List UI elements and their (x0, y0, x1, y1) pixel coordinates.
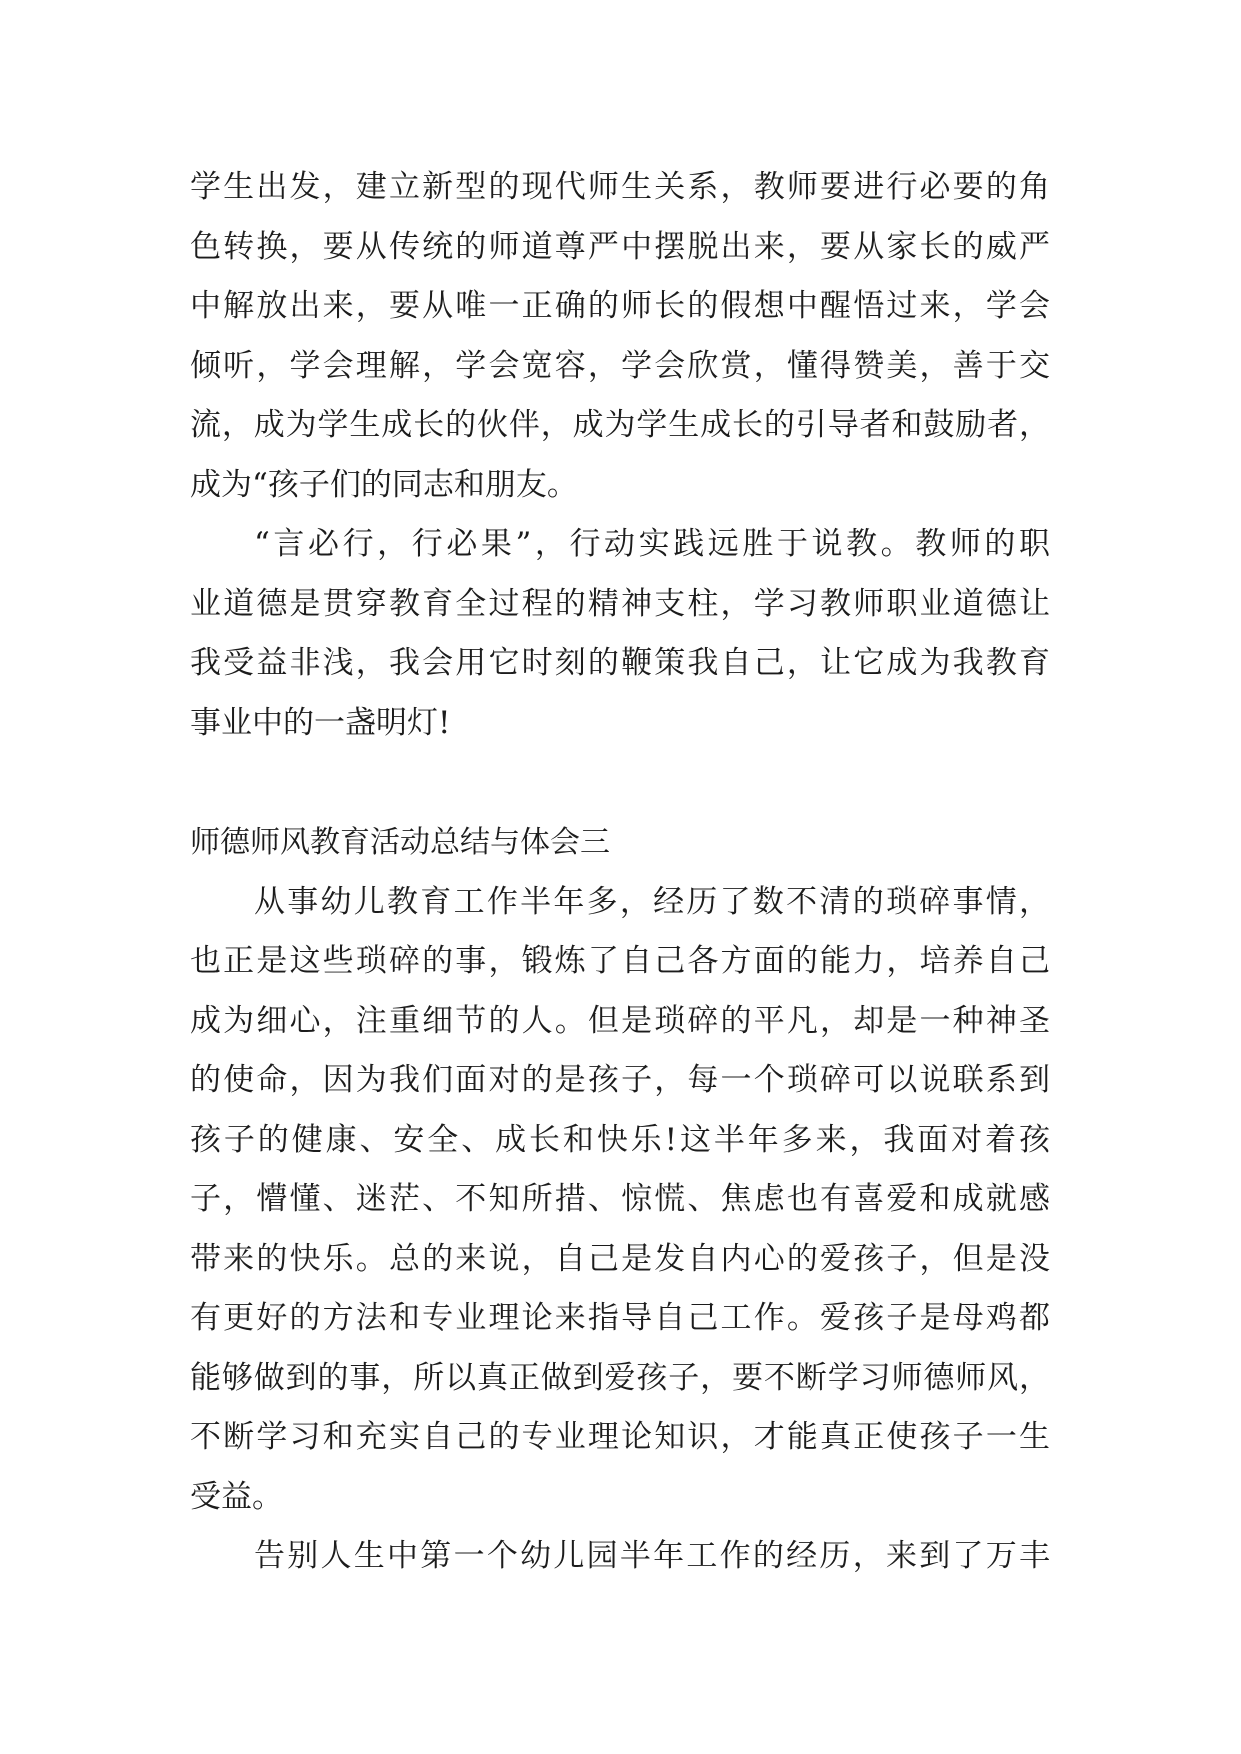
text-line: 告别人生中第一个幼儿园半年工作的经历，来到了万丰 (254, 1538, 1050, 1574)
paragraph-2 (190, 515, 1050, 753)
text-line: 学生出发，建立新型的现代师生关系，教师要进行必要的角 (190, 169, 1050, 205)
text-line: 流，成为学生成长的伙伴，成为学生成长的引导者和鼓励者， (190, 407, 1050, 443)
text-line: 事业中的一盏明灯! (190, 704, 451, 741)
text-line: 有更好的方法和专业理论来指导自己工作。爱孩子是母鸡都 (190, 1300, 1050, 1336)
section-gap (190, 753, 1050, 813)
text-line: 成为“孩子们的同志和朋友。 (190, 466, 578, 503)
text-line: 子，懵懂、迷茫、不知所措、惊慌、焦虑也有喜爱和成就感 (190, 1181, 1050, 1217)
text-line: 的使命，因为我们面对的是孩子，每一个琐碎可以说联系到 (190, 1062, 1050, 1098)
text-line: 也正是这些琐碎的事，锻炼了自己各方面的能力，培养自己 (190, 943, 1050, 979)
text-line: 色转换，要从传统的师道尊严中摆脱出来，要从家长的威严 (190, 228, 1050, 265)
text-line: 中解放出来，要从唯一正确的师长的假想中醒悟过来，学会 (190, 288, 1050, 324)
paragraph-1 (190, 158, 1050, 515)
text-line: 受益。 (190, 1478, 283, 1515)
text-line: 能够做到的事，所以真正做到爱孩子，要不断学习师德师风， (190, 1359, 1050, 1396)
text-line: 孩子的健康、安全、成长和快乐!这半年多来，我面对着孩 (190, 1121, 1050, 1158)
text-line: 我受益非浅，我会用它时刻的鞭策我自己，让它成为我教育 (190, 645, 1050, 681)
section-heading: 师德师风教育活动总结与体会三 (190, 825, 610, 860)
document-body (190, 158, 1050, 1587)
paragraph-4 (190, 1527, 1050, 1587)
text-line: 带来的快乐。总的来说，自己是发自内心的爱孩子，但是没 (190, 1240, 1050, 1277)
text-line: 从事幼儿教育工作半年多，经历了数不清的琐碎事情， (254, 883, 1050, 920)
text-line: 成为细心，注重细节的人。但是琐碎的平凡，却是一种神圣 (190, 1002, 1050, 1039)
text-line: 倾听，学会理解，学会宽容，学会欣赏，懂得赞美，善于交 (190, 347, 1050, 384)
paragraph-3 (190, 873, 1050, 1528)
text-line: 不断学习和充实自己的专业理论知识，才能真正使孩子一生 (190, 1419, 1050, 1455)
text-line: “言必行，行必果”，行动实践远胜于说教。教师的职 (254, 526, 1050, 562)
text-line: 业道德是贯穿教育全过程的精神支柱，学习教师职业道德让 (190, 585, 1050, 622)
